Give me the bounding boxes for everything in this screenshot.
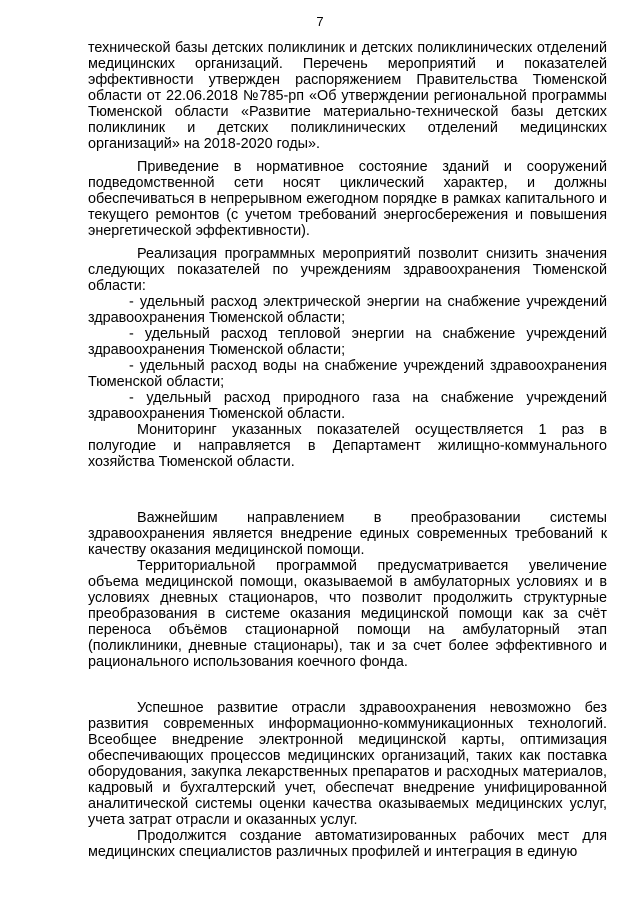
paragraph-indicators-intro: Реализация программных мероприятий позволит снизить значения следующих показателей по учреждениям здравоохранения Тюменской области: — [88, 246, 607, 294]
paragraph-workstations: Продолжится создание автоматизированных рабочих мест для медицинских специалистов различных профилей и интеграция в единую — [88, 828, 607, 860]
list-item-water: - удельный расход воды на снабжение учреждений здравоохранения Тюменской области; — [88, 358, 607, 390]
document-body — [88, 40, 607, 860]
list-item-heat: - удельный расход тепловой энергии на снабжение учреждений здравоохранения Тюменской области; — [88, 326, 607, 358]
paragraph-monitoring: Мониторинг указанных показателей осуществляется 1 раз в полугодие и направляется в Департамент жилищно-коммунального хозяйства Тюменской области. — [88, 422, 607, 470]
page-number: 7 — [316, 14, 324, 29]
paragraph-it-development: Успешное развитие отрасли здравоохранения невозможно без развития современных информационно-коммуникационных технологий. Всеобщее внедрение электронной медицинской карты, оптимизация обеспечивающих процессов медицинских организаций, таких как поставка оборудования, закупка лекарственных препаратов и расходных материалов, кадровый и бухгалтерский учет, обеспечат внедрение унифицированной аналитической системы оценки качества оказываемых медицинских услуг, учета затрат отрасли и оказанных услуг. — [88, 700, 607, 828]
paragraph-maintenance: Приведение в нормативное состояние зданий и сооружений подведомственной сети носят циклический характер, и должны обеспечиваться в непрерывном ежегодном порядке в рамках капитального и текущего ремонтов (с учетом требований энергосбережения и повышения энергетической эффективности). — [88, 159, 607, 239]
paragraph-territorial-program: Территориальной программой предусматривается увеличение объема медицинской помощи, оказываемой в амбулаторных условиях и в условиях дневных стационаров, что позволит продолжить структурные преобразования в системе оказания медицинской помощи как за счёт переноса объёмов стационарной помощи на амбулаторный этап (поликлиники, дневные стационары), так и за счет более эффективного и рационального использования коечного фонда. — [88, 558, 607, 670]
paragraph-program-approval: технической базы детских поликлиник и детских поликлинических отделений медицинских организаций. Перечень мероприятий и показателей эффективности утвержден распоряжением Правительства Тюменской области от 22.06.2018 №785-рп «Об утверждении региональной программы Тюменской области «Развитие материально-технической базы детских поликлиник и детских поликлинических отделений медицинских организаций» на 2018-2020 годы». — [88, 40, 607, 152]
list-item-gas: - удельный расход природного газа на снабжение учреждений здравоохранения Тюменской области. — [88, 390, 607, 422]
list-item-electricity: - удельный расход электрической энергии на снабжение учреждений здравоохранения Тюменской области; — [88, 294, 607, 326]
paragraph-key-direction: Важнейшим направлением в преобразовании системы здравоохранения является внедрение единых современных требований к качеству оказания медицинской помощи. — [88, 510, 607, 558]
